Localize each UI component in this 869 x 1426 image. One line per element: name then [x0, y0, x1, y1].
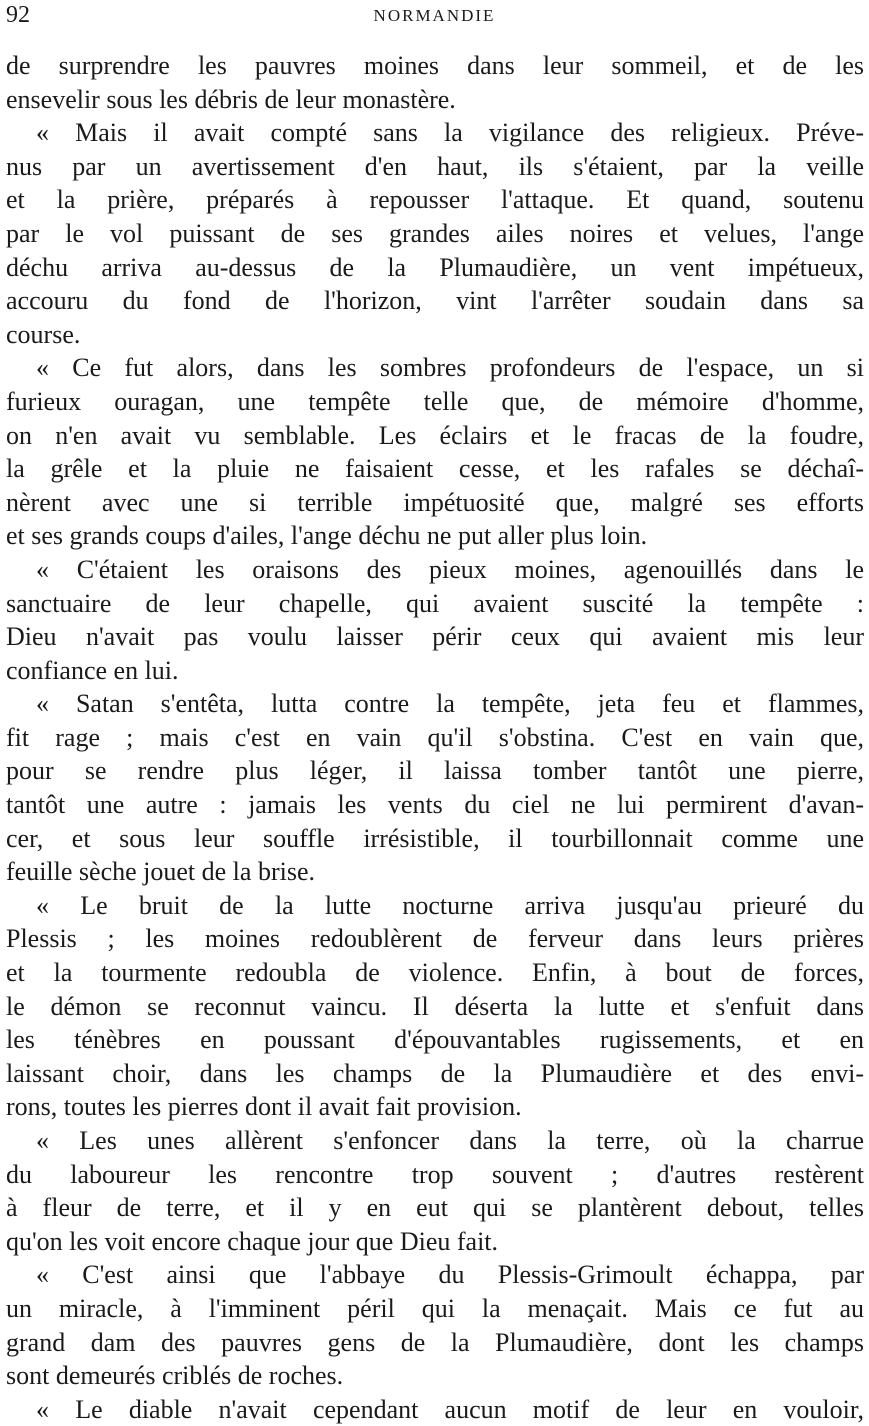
running-head: [6, 0, 863, 34]
text-line: course.: [6, 319, 81, 349]
text-line: « C'est ainsi que l'abbaye du Plessis-Grimoult échappa, par: [36, 1260, 864, 1290]
paragraph: [6, 553, 864, 687]
text-line: pour se rendre plus léger, il laissa tomber tantôt une pierre,: [6, 756, 864, 786]
text-line: feuille sèche jouet de la brise.: [6, 857, 315, 887]
paragraph: [6, 351, 864, 553]
text-line: « C'étaient les oraisons des pieux moines, agenouillés dans le: [36, 554, 864, 584]
text-line: accouru du fond de l'horizon, vint l'arrêter soudain dans sa: [6, 286, 864, 316]
text-line: laissant choir, dans les champs de la Plumaudière et des envi-: [6, 1058, 864, 1088]
text-line: et la tourmente redoubla de violence. Enfin, à bout de forces,: [6, 958, 864, 988]
paragraph: [6, 49, 864, 116]
paragraph: [6, 116, 864, 351]
text-line: on n'en avait vu semblable. Les éclairs et le fracas de la foudre,: [6, 420, 864, 450]
text-line: du laboureur les rencontre trop souvent ; d'autres restèrent: [6, 1159, 864, 1189]
paragraph: [6, 1258, 864, 1392]
text-line: cer, et sous leur souffle irrésistible, il tourbillonnait comme une: [6, 823, 864, 853]
text-line: tantôt une autre : jamais les vents du ciel ne lui permirent d'avan-: [6, 790, 864, 820]
text-line: Plessis ; les moines redoublèrent de ferveur dans leurs prières: [6, 924, 864, 954]
paragraph: [6, 687, 864, 889]
text-line: de surprendre les pauvres moines dans leur sommeil, et de les: [6, 51, 864, 80]
text-line: « Ce fut alors, dans les sombres profondeurs de l'espace, un si: [36, 353, 864, 383]
text-line: et la prière, préparés à repousser l'attaque. Et quand, soutenu: [6, 185, 864, 215]
page-number: 92: [6, 2, 30, 28]
text-line: « Le diable n'avait cependant aucun motif de leur en vouloir,: [36, 1394, 864, 1424]
text-line: le démon se reconnut vaincu. Il déserta la lutte et s'enfuit dans: [6, 991, 864, 1021]
paragraph: [6, 1124, 864, 1258]
text-line: « Satan s'entêta, lutta contre la tempête, jeta feu et flammes,: [36, 689, 864, 719]
text-line: les ténèbres en poussant d'épouvantables rugissements, et en: [6, 1025, 864, 1055]
paragraph: [6, 1393, 864, 1426]
running-title: NORMANDIE: [373, 6, 496, 25]
text-line: par le vol puissant de ses grandes ailes noires et velues, l'ange: [6, 218, 864, 248]
text-line: un miracle, à l'imminent péril qui la menaçait. Mais ce fut au: [6, 1293, 864, 1323]
text-line: rons, toutes les pierres dont il avait fait provision.: [6, 1092, 522, 1122]
paragraph: [6, 889, 864, 1124]
text-line: grand dam des pauvres gens de la Plumaudière, dont les champs: [6, 1327, 864, 1357]
text-line: Dieu n'avait pas voulu laisser périr ceux qui avaient mis leur: [6, 622, 864, 652]
text-line: sanctuaire de leur chapelle, qui avaient suscité la tempête :: [6, 588, 864, 618]
text-line: nèrent avec une si terrible impétuosité que, malgré ses efforts: [6, 487, 864, 517]
text-line: confiance en lui.: [6, 655, 179, 685]
text-line: fit rage ; mais c'est en vain qu'il s'obstina. C'est en vain que,: [6, 722, 864, 752]
text-line: sont demeurés criblés de roches.: [6, 1361, 344, 1391]
text-line: « Le bruit de la lutte nocturne arriva jusqu'au prieuré du: [36, 890, 864, 920]
text-line: nus par un avertissement d'en haut, ils s'étaient, par la veille: [6, 151, 864, 181]
text-line: à fleur de terre, et il y en eut qui se plantèrent debout, telles: [6, 1193, 864, 1223]
text-line: « Les unes allèrent s'enfoncer dans la terre, où la charrue: [36, 1126, 864, 1155]
body-text: [6, 49, 864, 1426]
text-line: qu'on les voit encore chaque jour que Dieu fait.: [6, 1226, 499, 1256]
text-line: et ses grands coups d'ailes, l'ange déchu ne put aller plus loin.: [6, 521, 648, 551]
text-line: déchu arriva au-dessus de la Plumaudière, un vent impétueux,: [6, 252, 864, 282]
text-line: la grêle et la pluie ne faisaient cesse, et les rafales se déchaî-: [6, 454, 864, 484]
text-line: « Mais il avait compté sans la vigilance des religieux. Préve-: [36, 118, 864, 148]
text-line: furieux ouragan, une tempête telle que, de mémoire d'homme,: [6, 386, 864, 416]
text-line: ensevelir sous les débris de leur monastère.: [6, 84, 456, 114]
